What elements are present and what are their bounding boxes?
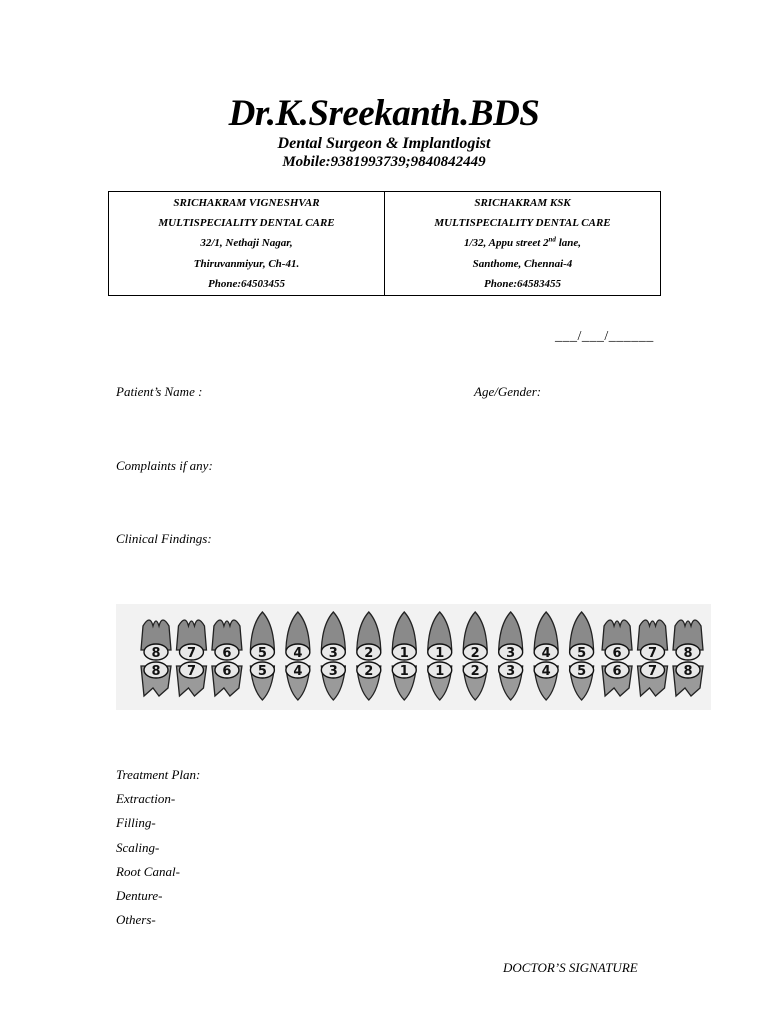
clinic-name: SRICHAKRAM KSK (474, 197, 571, 209)
clinic-name: SRICHAKRAM VIGNESHVAR (173, 197, 320, 209)
lower-tooth-number: 6 (612, 664, 622, 679)
treatment-denture: Denture- (116, 887, 163, 903)
clinic-type: MULTISPECIALITY DENTAL CARE (434, 217, 611, 230)
upper-tooth-number: 5 (257, 646, 267, 661)
address-lane: lane, (555, 237, 581, 250)
clinic-phone: Phone:64583455 (484, 277, 561, 290)
lower-tooth-number: 7 (648, 664, 658, 679)
upper-tooth-number: 5 (577, 646, 587, 661)
dental-chart (116, 604, 711, 710)
upper-tooth-number: 4 (293, 646, 303, 661)
patient-name-label: Patient’s Name : (116, 384, 203, 399)
upper-tooth-number: 8 (151, 646, 161, 661)
lower-tooth-number: 2 (470, 664, 480, 679)
lower-tooth-number: 8 (151, 664, 161, 679)
lower-tooth-number: 1 (435, 664, 445, 679)
treatment-scaling: Scaling- (116, 839, 160, 855)
address-street: 1/32, Appu street 2 (463, 237, 549, 250)
upper-tooth-number: 3 (328, 646, 338, 661)
lower-tooth-number: 3 (506, 664, 516, 679)
ordinal-suffix: nd (548, 235, 556, 244)
treatment-plan (116, 766, 200, 935)
upper-tooth-number: 1 (399, 646, 409, 661)
upper-tooth-number: 6 (222, 646, 232, 661)
lower-tooth-number: 8 (683, 664, 693, 679)
complaints-label: Complaints if any: (116, 458, 213, 473)
treatment-extraction: Extraction- (116, 791, 176, 807)
upper-tooth-number: 2 (364, 646, 374, 661)
lower-tooth-number: 3 (328, 664, 338, 679)
upper-tooth-number: 3 (506, 646, 516, 661)
clinic-address-line1: 32/1, Nethaji Nagar, (200, 237, 293, 250)
lower-tooth-number: 4 (293, 664, 303, 679)
clinic-phone: Phone:64503455 (208, 277, 285, 290)
age-gender-label: Age/Gender: (474, 384, 542, 399)
clinical-findings-label: Clinical Findings: (116, 531, 212, 546)
upper-tooth-number: 1 (435, 646, 445, 661)
treatment-filling: Filling- (116, 815, 156, 831)
treatment-root-canal: Root Canal- (116, 863, 180, 879)
lower-tooth-number: 1 (399, 664, 409, 679)
upper-tooth-number: 6 (612, 646, 622, 661)
upper-tooth-number: 8 (683, 646, 693, 661)
lower-tooth-number: 5 (257, 664, 267, 679)
lower-tooth-number: 6 (222, 664, 232, 679)
upper-tooth-number: 2 (470, 646, 480, 661)
teeth-diagram (116, 604, 711, 710)
lower-tooth-number: 7 (186, 664, 196, 679)
clinic-address-table (108, 191, 661, 296)
upper-tooth-number: 7 (648, 646, 658, 661)
clinic-address-line1 (464, 234, 581, 254)
lower-tooth-number: 2 (364, 664, 374, 679)
doctor-title: Dental Surgeon & Implantlogist (277, 135, 491, 152)
doctor-name: Dr.K.Sreekanth.BDS (228, 93, 540, 134)
clinic-address-line2: Santhome, Chennai-4 (472, 257, 573, 270)
clinic-right (384, 192, 660, 295)
date-field[interactable]: ___/___/______ (555, 329, 654, 344)
treatment-heading: Treatment Plan: (116, 767, 201, 782)
upper-tooth-number: 7 (186, 646, 196, 661)
clinic-left (109, 192, 384, 295)
clinic-address-line2: Thiruvanmiyur, Ch-41. (193, 257, 300, 270)
doctor-mobile: Mobile:9381993739;9840842449 (282, 154, 486, 170)
doctor-signature-label: DOCTOR’S SIGNATURE (503, 960, 638, 975)
lower-tooth-number: 4 (541, 664, 551, 679)
upper-tooth-number: 4 (541, 646, 551, 661)
clinic-type: MULTISPECIALITY DENTAL CARE (158, 217, 335, 230)
treatment-others: Others- (116, 912, 156, 928)
lower-tooth-number: 5 (577, 664, 587, 679)
